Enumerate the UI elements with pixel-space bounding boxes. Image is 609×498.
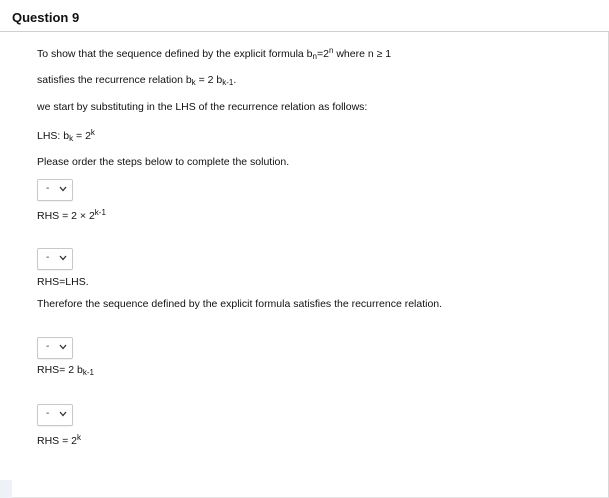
intro-line-3: we start by substituting in the LHS of the recurrence relation as follows: xyxy=(37,101,368,113)
subscript: k-1 xyxy=(222,78,234,87)
intro-line-2-text: satisfies the recurrence relation b xyxy=(37,74,192,86)
footer-edge xyxy=(0,480,12,498)
select-value: - xyxy=(46,341,50,352)
conclusion: Therefore the sequence defined by the explicit formula satisfies the recurrence relation. xyxy=(37,298,443,310)
step-4-text xyxy=(37,433,81,447)
select-value: - xyxy=(46,252,50,263)
intro-line-1-text: To show that the sequence defined by the explicit formula b xyxy=(37,48,313,60)
lhs-line xyxy=(37,128,95,143)
select-value: - xyxy=(46,183,50,194)
subscript: n xyxy=(312,52,317,61)
instructions: Please order the steps below to complete the solution. xyxy=(37,156,290,168)
step-3-order-select[interactable] xyxy=(37,337,73,359)
superscript: k xyxy=(90,128,95,137)
intro-line-2-mid: = 2 b xyxy=(195,74,223,86)
step-1-order-select[interactable] xyxy=(37,179,73,201)
step-1-text xyxy=(37,208,106,222)
subscript: k-1 xyxy=(82,368,94,377)
step-4-label: RHS = 2 xyxy=(37,435,77,447)
step-2-order-select[interactable] xyxy=(37,248,73,270)
subscript: k xyxy=(191,78,196,87)
superscript: n xyxy=(328,46,334,55)
lhs-mid: = 2 xyxy=(73,130,91,142)
superscript: k-1 xyxy=(94,208,106,217)
intro-line-1 xyxy=(37,46,391,61)
question-title: Question 9 xyxy=(12,10,80,25)
subscript: k xyxy=(69,134,74,143)
intro-line-2 xyxy=(37,74,236,87)
step-1-label: RHS = 2 × 2 xyxy=(37,210,95,222)
superscript: k xyxy=(76,433,81,442)
chevron-down-icon xyxy=(59,411,67,417)
chevron-down-icon xyxy=(59,255,67,261)
select-value: - xyxy=(46,408,50,419)
lhs-text: LHS: b xyxy=(37,130,70,142)
chevron-down-icon xyxy=(59,344,67,350)
intro-line-1-tail: where n ≥ 1 xyxy=(333,48,392,60)
step-2-text: RHS=LHS. xyxy=(37,276,89,288)
question-header xyxy=(0,0,609,32)
intro-line-1-mid: =2 xyxy=(316,48,329,60)
step-3-label: RHS= 2 b xyxy=(37,364,83,376)
chevron-down-icon xyxy=(59,186,67,192)
step-4-order-select[interactable] xyxy=(37,404,73,426)
step-3-text xyxy=(37,364,94,377)
intro-line-2-tail: . xyxy=(233,74,237,86)
